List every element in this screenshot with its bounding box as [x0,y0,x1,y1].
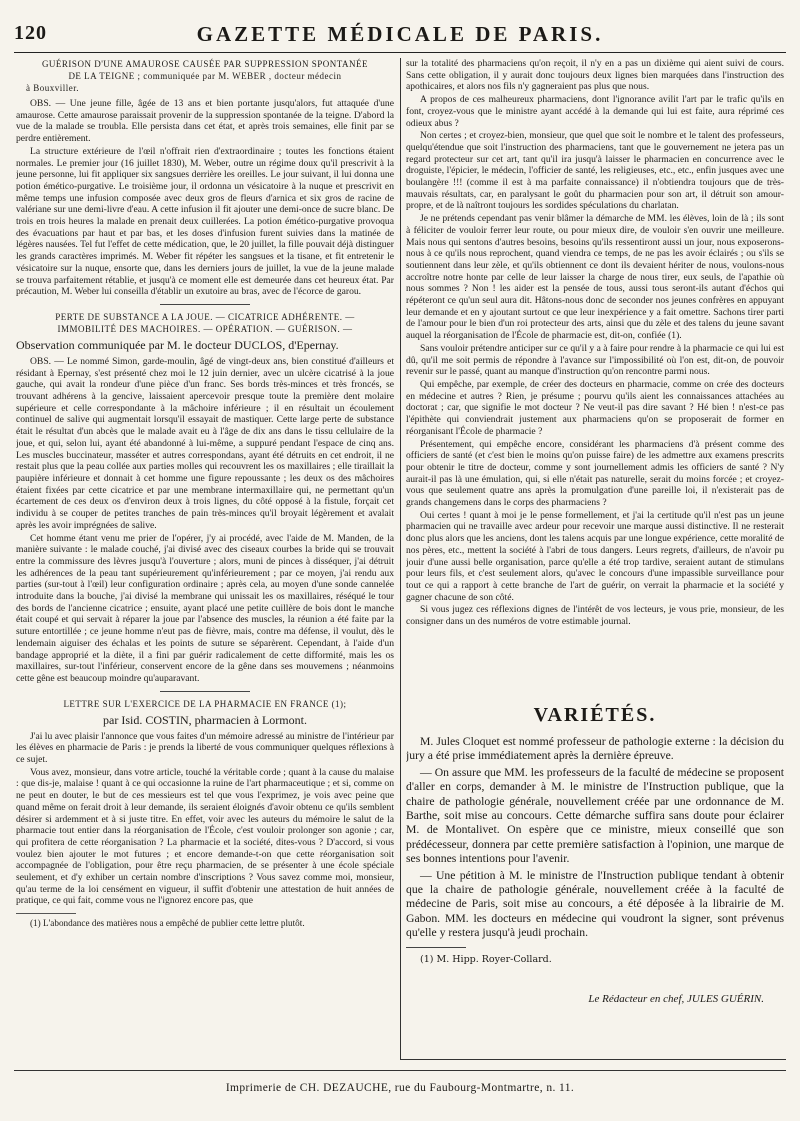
article1-title-line2: DE LA TEIGNE ; communiquée par M. WEBER , docteur médecin [68,71,342,81]
page-number: 120 [14,22,47,44]
letter-paragraph: Je ne prétends cependant pas venir blâmer la démarche de MM. les élèves, loin de là ; ils sont à féliciter de vouloir ferrer leur route, ou pour mieux dire, de vouloir s'en ouvrir une meilleure. Mais nous qui sentons d'autres besoins, besoins qu'ils ressentiront aussi un jour, nous exposerons-nous à ce qu'ils nous reprochent, quand viendra ce temps, de ne pas les avoir éclairés ; ou s'ils se soutiennent dans leur zèle, et qu'ils obtiennent ce dont ils devaient hériter de nous, voulons-nous accroître notre honte par celle de leur laisser la charge de nous tirer, eux seuls, de l'apathie où nous sommes ? Non ! les aider est la pensée de tous, aussi tous seront-ils autant d'échos qui répéteront ce qu'un seul aura dit. Hâtons-nous donc de seconder nos jeunes confrères en appuyant leur demande et en y ajoutant surtout ce que leur inexpérience y a fait omettre. Sachons tirer parti de l'amour pour le bien d'un roi protecteur des arts, ainsi que du zèle et des talens du jeune savant auquel la réorganisation de l'École de pharmacie est, dit-on, confiée (1). [406,213,784,342]
article2-heading-line2: IMMOBILITÉ DES MACHOIRES. — OPÉRATION. — GUÉRISON. — [57,323,353,334]
article2-heading-line1: PERTE DE SUBSTANCE A LA JOUE. — CICATRICE ADHÉRENTE. — [55,311,355,322]
article2-paragraph: OBS. — Le nommé Simon, garde-moulin, âgé de vingt-deux ans, bien constitué d'ailleurs et résidant à Epernay, s'est présenté chez moi le 12 juin dernier, avec un ulcère cicatrisé à la joue gauche, qui avait la rondeur d'une pièce d'un franc. Ses bords très-minces et très froncés, se trouvant adhérens à la gencive, laissaient apercevoir presque toute la première dent molaire supérieure et celle correspondante à la mâchoire inférieure ; il en résultait un écoulement continuel de salive qui augmentait lorsqu'il essayait de mastiquer. Cette large perte de substance était le résultat d'un abcès que le malade avait eu à l'âge de dix ans dans le tissu cellulaire de la joue, et qui, selon lui, ayant été abandonné à lui-même, a suppuré pendant l'espace de cinq ans. Les muscles buccinateur, masséter et autres correspondans, ayant été détruits en cet endroit, il ne restait plus que la peau collée aux parties molles qui recouvrent les os maxillaires ; elle tiraillait la paupière inférieure et donnait à cet homme une figure repoussante ; les deux os des mâchoires étaient fixées par cette cicatrice et par une membrane intermaxillaire qui, ne permettant qu'un écartement de ces deux os d'environ deux à trois lignes, du côté opposé à la fistule, forçait cet individu à se couper de petites tranches de pain très-minces qu'il broyait légèrement et avalait après les avoir imprégnées de salive. [16,355,394,531]
varietes-paragraph: — Une pétition à M. le ministre de l'Instruction publique tendant à obtenir que la chaire de pathologie générale, nouvellement créée à la faculté de médecine de Paris, soit mise au concours, a été déposée à la librairie de M. Gabon. MM. les docteurs en médecine qui voudront la signer, sont prévenus qu'elle y restera jusqu'à jeudi prochain. [406,868,784,940]
article2-heading-line3: Observation communiquée par M. le docteur DUCLOS, d'Epernay. [16,337,339,352]
article3-heading-line2: par Isid. COSTIN, pharmacien à Lormont. [103,712,307,727]
right-column [406,58,784,676]
letter-paragraph: Oui certes ! quant à moi je le pense formellement, et j'ai la certitude qu'il n'est pas un jeune pharmacien qui ne travaille avec ardeur pour recevoir une marque aussi distinctive. Il ne resterait donc plus alors que les anciens, dont les talens acquis par une longue expérience, cette moralité de nos pères, etc., mettent la société à l'abri de tous dangers. Leurs regrets, d'ailleurs, de n'avoir pu jouir d'une aussi belle organisation, parce qu'elle a été trop tardive, seraient autant de stimulans pour leurs fils, et c'est seulement alors, qu'avec le concours d'une impassible surveillance pour tout ce qui a rapport à cette branche de l'art de guérir, on verrait la pharmacie et la société y gagner chacune de son côté. [406,509,784,603]
left-footnote: (1) L'abondance des matières nous a empêché de publier cette lettre plutôt. [30,918,305,929]
footnote-rule [406,947,466,948]
article2-paragraph: Cet homme étant venu me prier de l'opérer, j'y ai procédé, avec l'aide de M. Manden, de la manière suivante : le malade couché, j'ai divisé avec des ciseaux courbes la bride qui se trouvait entre la commissure des lèvres jusqu'à l'ouverture ; alors, muni de pinces à disséquer, j'ai détruit les adhérences de la peau tant supérieurement qu'inférieurement ; par ce moyen, j'ai rendu aux parties (sur-tout à l'œil) leur configuration ordinaire ; après cela, au moyen d'une sonde cannelée introduite dans la bouche, j'ai divisé la membrane qui unissait les os maxillaires, réséqué le tour des bords de l'ancienne cicatrice ; ensuite, ayant placé une petite cuillère de bois dont le manche était coupé et qui servait à réparer la joue par l'absence des muscles, la réunion a été faite par la suture entortillée ; ce jeune homme n'eut pas de fièvre, mais, contre ma défense, il voulut, dès le lendemain aiguiser des échalas et les points de suture se séparèrent. Cependant, à l'aide d'un bandage approprié et la diète, il a fini par guérir radicalement de cette difformité, mais les os maxillaires, sur-tout l'inférieur, conservent encore de la gêne dans ses mouvemens ; néanmoins cette gêne est beaucoup moindre qu'auparavant. [16,532,394,684]
article1-paragraph: La structure extérieure de l'œil n'offrait rien d'extraordinaire ; toutes les fonctions étaient normales. Le premier jour (16 juillet 1830), M. Weber, outre un régime doux qu'il prescrivit à la jeune personne, lui fit appliquer six sangsues derrière les oreilles. Le jour suivant, il lui donna une potion émético-purgative. Le troisième jour, il ordonna un vésicatoire à la nuque et prescrivit en même temps une infusion composée avec deux gros de fleurs d'arnica et six gros de racine de valériane sur une demi-livre d'eau. A cette infusion il fit ajouter une demi-once de sucre blanc. De trois en trois heures la malade en prenait deux cuillerées. La potion émético-purgative provoqua des évacuations par haut et par bas, et les doses d'infusion furent suivies dans la matinée de légères nausées. Tel fut l'effet de cette médication, que, le 20 juillet, la fille pouvait déjà distinguer les grands caractères imprimés. M. Weber fit répéter les sangsues et la tisane, et fit entretenir le vésicatoire sur la nuque, ensorte que, dans les derniers jours de juillet, la vue de la jeune malade se trouva parfaitement rétablie, et jusqu'à ce moment elle est demeurée dans cet heureux état. Par précaution, M. Weber lui conseilla d'établir un exutoire au bras, avec de l'écorce de garou. [16,145,394,298]
varietes-paragraph: — On assure que MM. les professeurs de la faculté de médecine se proposent d'aller en corps, demander à M. le ministre de l'Instruction publique, que la chaire de pathologie générale, nouvellement créée par une ordonnance de M. Barthe, soit mise au concours. Cette démarche suffira sans doute pour éclairer M. de Montalivet. On espère que ce ministre, mieux conseillé que son prédécesseur, donnera par cette première satisfaction à l'opinion, une marque de ses bonnes intentions pour l'avenir. [406,765,784,866]
letter-paragraph: Si vous jugez ces réflexions dignes de l'intérêt de vos lecteurs, je vous prie, monsieur, de les consigner dans un des numéros de votre estimable journal. [406,604,784,628]
article1-title-line3: à Bouxviller. [26,83,79,93]
letter-paragraph: A propos de ces malheureux pharmaciens, dont l'ignorance avilit l'art par le trafic qu'ils en font, croyez-vous que le ministre ayant accédé à la demande qui lui est faite, aura réprimé ces odieux abus ? [406,94,784,129]
article1-title-line1: GUÉRISON D'UNE AMAUROSE CAUSÉE PAR SUPPRESSION SPONTANÉE [41,59,369,69]
letter-paragraph: Sans vouloir prétendre anticiper sur ce qu'il y a à faire pour rendre à la pharmacie ce qui lui est dû, qu'il me soit permis de répondre à l'avance sur l'impossibilité où l'on est, dit-on, de pouvoir revenir sur le passé, quant au manque d'instruction qu'on rencontre parmi nous. [406,342,784,378]
footer-rule [14,1070,786,1071]
varietes-footnote: (1) M. Hipp. Royer-Collard. [420,953,552,965]
column-divider [400,58,401,688]
header-rule [14,52,786,53]
varietes-paragraph: M. Jules Cloquet est nommé professeur de pathologie externe : la décision du jury a été prise immédiatement après la dernière épreuve. [406,735,784,763]
article1-paragraph: OBS. — Une jeune fille, âgée de 13 ans et bien portante jusqu'alors, fut attaquée d'une amaurose. Cette amaurose paraissait provenir de la suppression spontanée de la teigne. D'abord la vue de la malade se troubla. Elle persista dans cet état, et après trois semaines, elle finit par se perdre entièrement. [16,98,394,145]
article3-paragraph: Vous avez, monsieur, dans votre article, touché la véritable corde ; quant à la cause du malaise : que dis-je, malaise ! quant à ce qui occasionne la ruine de l'art pharmaceutique ; et si, comme on ne peut en douter, le but de ces messieurs est tel que vous l'exprimez, je vois avec peine que quand même on ferait droit à leur demande, ils seraient éloignés d'avoir obtenu ce qu'ils semblent désirer si ardemment et à si juste titre. En effet, voir avec les auteurs du mémoire le salut de la pharmacie tout entier dans la réorganisation de l'École, c'est vouloir prolonger son agonie ; car, qui profitera de cette réorganisation ? La pharmacie et la société, dites-vous ? D'accord, si vous voulez bien ajouter le mot futures ; et encore demande-t-on que cette réorganisation soit accompagnée de l'obligation, pour être reçu pharmacien, de se présenter à une école spéciale seulement, et d'y exhiber un certain nombre d'inscriptions ? Vous savez comme moi, monsieur, qu'au terme de la loi censément en vigueur, il suffit d'obtenir une attestation de huit années de pratique, ce qui fait, comme vous ne l'ignorez encore pas, que [16,766,394,907]
letter-paragraph: Non certes ; et croyez-bien, monsieur, que quel que soit le nombre et le talent des professeurs, quelqu'étendue que soit l'instruction des pharmaciens, tant que le gouvernement ne jetera pas un regard protecteur sur cet art, tant qu'il ira jusqu'à laisser le pharmacien en concurrence avec le droguiste, l'épicier, le médecin, l'officier de santé, les religieuses, etc., etc., enfin jusques avec une boulangère !!! (comme il est à ma parfaite connaissance) il n'obtiendra toujours que de très-mauvais résultats, car, en paralysant le goût du pharmacien pour son art, il détruit son amour-propre, et de là naîtront toujours les sordides spéculations du charlatan. [406,130,784,212]
varietes-section [406,690,784,1060]
letter-paragraph: Qui empêche, par exemple, de créer des docteurs en pharmacie, comme on crée des docteurs en médecine et autres ? Rien, je présume ; pourvu qu'ils aient les connaissances attachées au doctorat ; car, que signifie le mot docteur ? Ne veut-il pas dire savant ? Hé bien ! n'est-ce pas l'épithète qui conviendrait justement aux pharmaciens qu'on se proposerait de former en réorganisant l'École de pharmacie ? [406,378,784,437]
page-header [14,22,786,50]
article3-paragraph: J'ai lu avec plaisir l'annonce que vous faites d'un mémoire adressé au ministre de l'intérieur par les élèves en pharmacie de Paris : je prends la liberté de vous communiquer quelques réflexions à ce sujet. [16,730,394,766]
article3-heading-line1: LETTRE SUR L'EXERCICE DE LA PHARMACIE EN FRANCE (1); [63,698,347,709]
letter-paragraph: Présentement, qui empêche encore, considérant les pharmaciens d'à présent comme des officiers de santé (et c'est bien le moins qu'on puisse faire) de les admettre aux examens prescrits pour obtenir le titre de docteur, comme y sont journellement admis les officiers de santé ? N'y aurait-il pas là une émulation, qui, si elle n'était pas naturelle, serait du moins forcée ; et croyez-vous que seulement quatre ans après la promulgation d'une pareille loi, il n'existerait pas de grands changemens dans le corps des pharmaciens ? [406,438,784,509]
footnote-rule [16,913,76,914]
article-separator [160,691,250,692]
journal-title: GAZETTE MÉDICALE DE PARIS. [196,22,604,46]
left-column [16,58,394,1068]
letter-paragraph: sur la totalité des pharmaciens qu'on reçoit, il n'y en a pas un dixième qui aient suivi de cours. Sans cette obligation, il y aurait donc toujours deux lignes bien marquées dans l'instruction des apothicaires, et alors nos fils n'y gagneraient pas plus que nous. [406,58,784,93]
editor-signature: Le Rédacteur en chef, JULES GUÉRIN. [588,992,764,1005]
article-separator [160,304,250,305]
varietes-title: VARIÉTÉS. [533,704,657,726]
printer-imprint: Imprimerie de CH. DEZAUCHE, rue du Faubourg-Montmartre, n. 11. [225,1082,575,1094]
